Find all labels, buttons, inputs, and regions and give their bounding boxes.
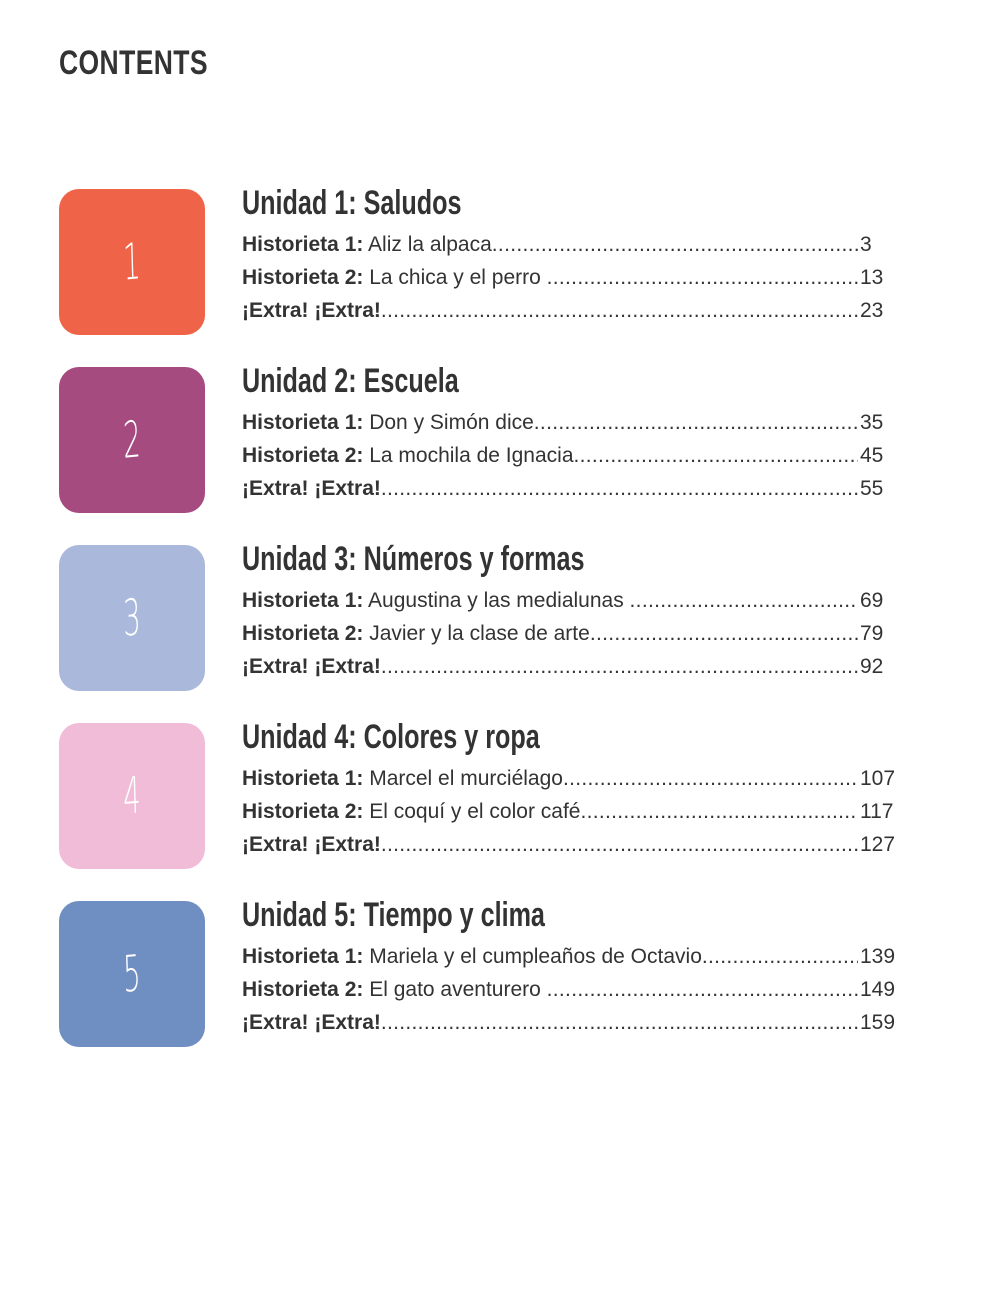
unit-number-badge — [59, 189, 205, 335]
leader-dots — [563, 767, 858, 797]
entry-title: La chica y el perro — [363, 266, 547, 289]
toc-entry[interactable] — [242, 655, 883, 685]
unit-heading[interactable]: Unidad 2: Escuela — [242, 362, 459, 400]
page-number: 35 — [860, 411, 884, 434]
page-title: CONTENTS — [59, 44, 208, 82]
entry-label: Historieta 2: — [242, 444, 364, 467]
toc-entry[interactable] — [242, 299, 883, 329]
leader-dots — [381, 477, 858, 507]
unit-number: 2 — [122, 410, 142, 470]
page-number: 149 — [860, 978, 896, 1001]
unit-number-badge — [59, 723, 205, 869]
entry-label: ¡Extra! ¡Extra! — [242, 1011, 381, 1034]
page-number: 159 — [860, 1011, 896, 1034]
toc-entry[interactable] — [242, 589, 883, 619]
page-number: 107 — [860, 767, 896, 790]
unit-heading[interactable]: Unidad 5: Tiempo y clima — [242, 896, 545, 934]
page-number: 3 — [860, 233, 872, 256]
leader-dots — [492, 233, 858, 263]
toc-entry[interactable] — [242, 767, 895, 797]
toc-entry[interactable] — [242, 444, 883, 474]
entry-label: ¡Extra! ¡Extra! — [242, 833, 381, 856]
unit-section — [59, 362, 959, 517]
toc-entry[interactable] — [242, 1011, 895, 1041]
leader-dots — [580, 800, 858, 830]
page-number: 69 — [860, 589, 884, 612]
page-number: 92 — [860, 655, 884, 678]
page-number: 23 — [860, 299, 884, 322]
toc-entry[interactable] — [242, 477, 883, 507]
entry-label: Historieta 1: — [242, 945, 364, 968]
unit-number: 5 — [122, 944, 142, 1004]
entry-label: Historieta 2: — [242, 978, 364, 1001]
unit-heading[interactable]: Unidad 4: Colores y ropa — [242, 718, 540, 756]
unit-number: 3 — [122, 588, 142, 648]
leader-dots — [702, 945, 858, 975]
leader-dots — [547, 266, 858, 296]
toc-entry[interactable] — [242, 622, 883, 652]
unit-number: 1 — [122, 232, 142, 292]
entry-label: ¡Extra! ¡Extra! — [242, 477, 381, 500]
page-number: 117 — [860, 800, 894, 823]
entry-title: El gato aventurero — [363, 978, 547, 1001]
leader-dots — [381, 299, 858, 329]
entry-title: Augustina y las medialunas — [363, 589, 630, 612]
unit-section — [59, 718, 959, 873]
toc-entry[interactable] — [242, 833, 895, 863]
entry-label: ¡Extra! ¡Extra! — [242, 299, 381, 322]
page-number: 45 — [860, 444, 884, 467]
leader-dots — [574, 444, 858, 474]
toc-entry[interactable] — [242, 800, 893, 830]
toc-entry[interactable] — [242, 978, 895, 1008]
page-number: 13 — [860, 266, 884, 289]
entry-title: El coquí y el color café — [363, 800, 581, 823]
leader-dots — [590, 622, 858, 652]
toc-entry[interactable] — [242, 945, 895, 975]
leader-dots — [630, 589, 858, 619]
entry-label: Historieta 1: — [242, 411, 364, 434]
leader-dots — [381, 1011, 858, 1041]
entry-label: Historieta 1: — [242, 589, 364, 612]
entry-label: Historieta 1: — [242, 767, 364, 790]
page-number: 79 — [860, 622, 884, 645]
unit-number-badge — [59, 367, 205, 513]
toc-entry[interactable] — [242, 411, 883, 441]
entry-label: Historieta 2: — [242, 266, 364, 289]
leader-dots — [381, 655, 858, 685]
unit-number-badge — [59, 901, 205, 1047]
unit-section — [59, 184, 959, 339]
entry-label: Historieta 2: — [242, 622, 364, 645]
page-number: 127 — [860, 833, 896, 856]
entry-title: Mariela y el cumpleaños de Octavio — [363, 945, 702, 968]
page-number: 55 — [860, 477, 884, 500]
entry-title: Don y Simón dice — [363, 411, 534, 434]
unit-section — [59, 896, 959, 1051]
unit-number: 4 — [122, 766, 142, 826]
entry-label: ¡Extra! ¡Extra! — [242, 655, 381, 678]
entry-title: Marcel el murciélago — [363, 767, 563, 790]
leader-dots — [547, 978, 858, 1008]
entry-title: Javier y la clase de arte — [363, 622, 590, 645]
leader-dots — [381, 833, 858, 863]
unit-heading[interactable]: Unidad 3: Números y formas — [242, 540, 585, 578]
unit-heading[interactable]: Unidad 1: Saludos — [242, 184, 462, 222]
toc-entry[interactable] — [242, 233, 872, 263]
entry-title: Aliz la alpaca — [363, 233, 492, 256]
leader-dots — [534, 411, 858, 441]
entry-label: Historieta 2: — [242, 800, 364, 823]
page-number: 139 — [860, 945, 896, 968]
entry-title: La mochila de Ignacia — [363, 444, 574, 467]
entry-label: Historieta 1: — [242, 233, 364, 256]
unit-section — [59, 540, 959, 695]
unit-number-badge — [59, 545, 205, 691]
toc-entry[interactable] — [242, 266, 883, 296]
